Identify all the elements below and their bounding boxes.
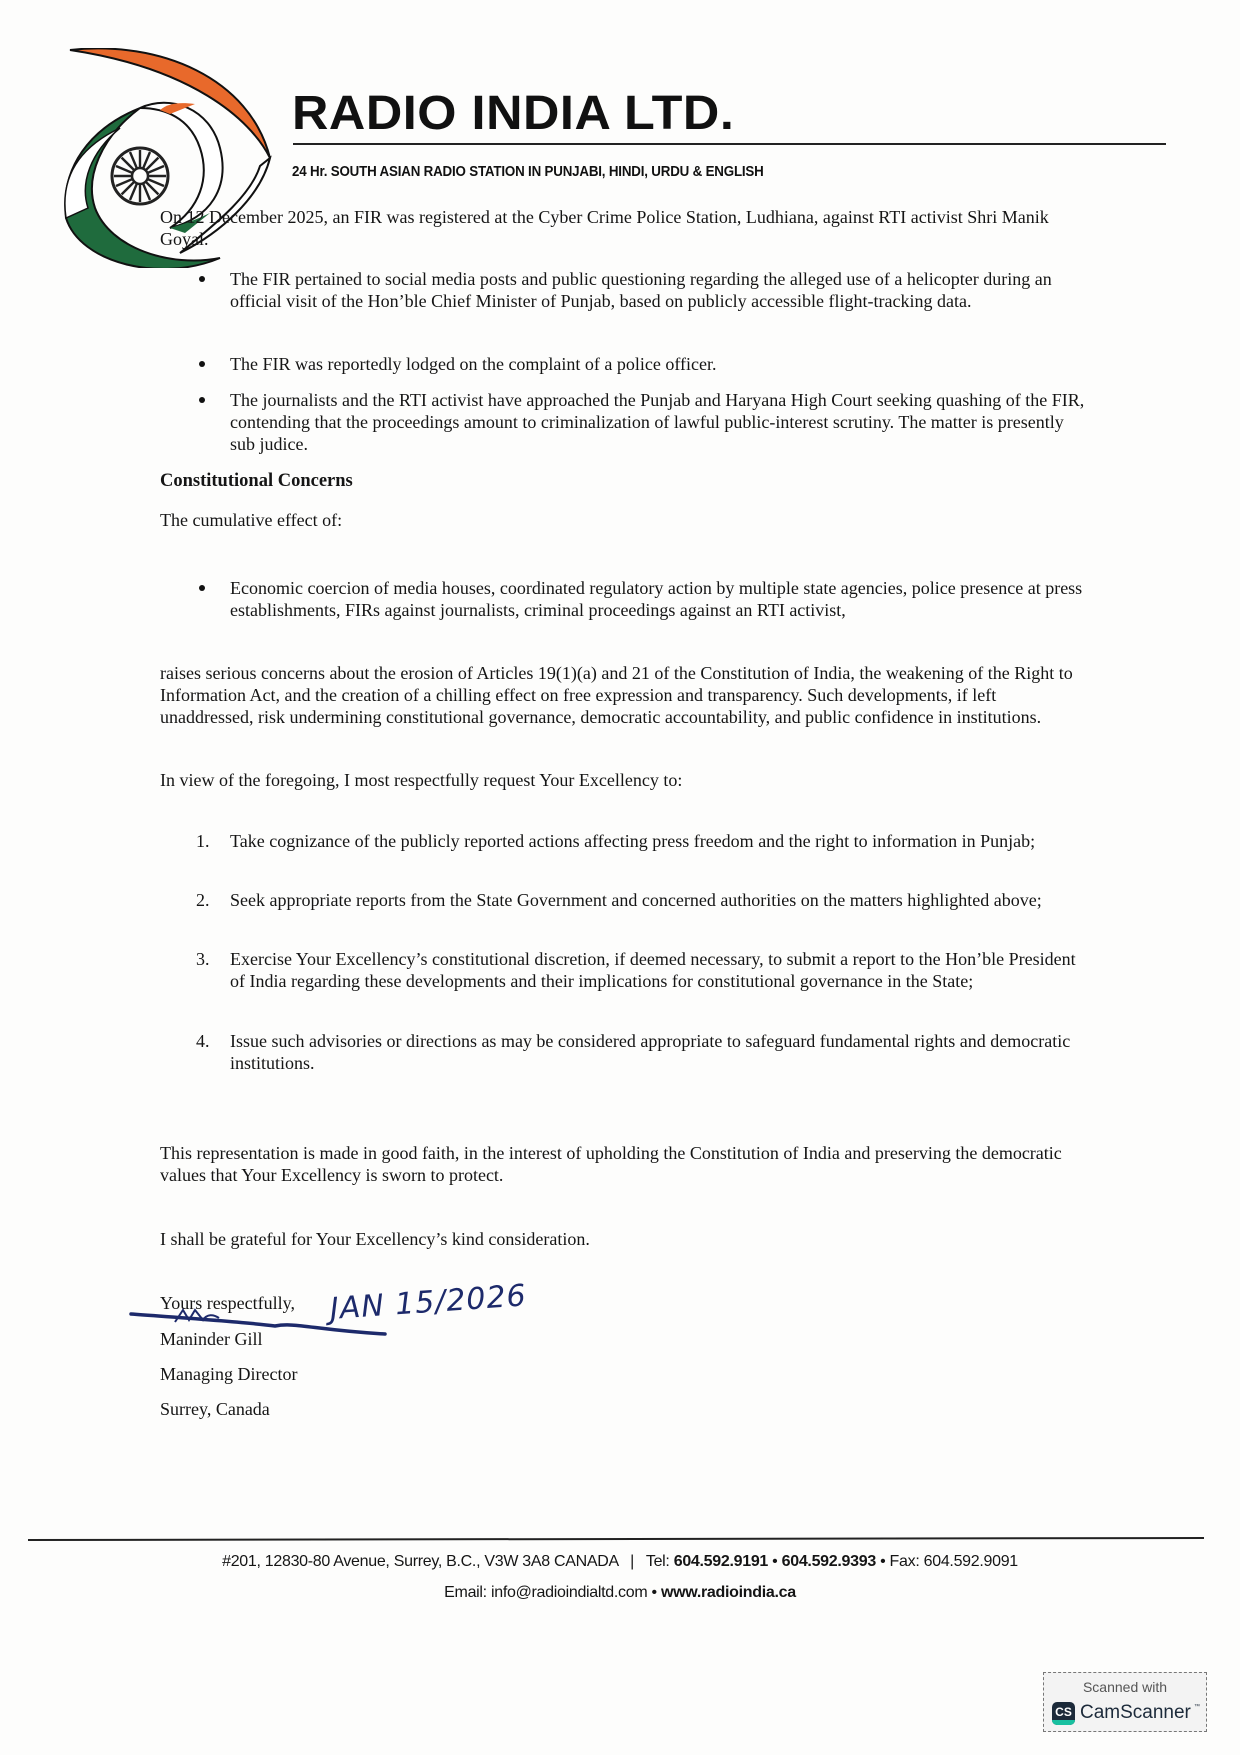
bullet-text: The FIR pertained to social media posts and public questioning regarding the alleged use of a helicopter during an official visit of the Hon’ble Chief Minister of Punjab, based on publicly accessible flight-tracking data. [230,269,1052,311]
fir-bullet [160,353,1090,375]
request-number: 4. [196,1031,210,1051]
bullet-text: Economic coercion of media houses, coordinated regulatory action by multiple state agencies, police presence at press establishments, FIRs against journalists, criminal proceedings against an RTI activist, [230,578,1083,620]
gratitude-line: I shall be grateful for Your Excellency’s kind consideration. [160,1229,590,1249]
tel-number-2: 604.592.9393 [781,1553,876,1570]
camscanner-logo-icon: CS [1052,1702,1075,1725]
fax-label: Fax: [889,1553,920,1570]
fir-bullet [160,268,1090,334]
email-label: Email: [444,1584,487,1601]
intro-paragraph: On 12 December 2025, an FIR was registered at the Cyber Crime Police Station, Ludhiana, against RTI activist Shri Manik Goyal. [160,207,1049,249]
dot-separator: • [880,1553,886,1570]
section-heading: Constitutional Concerns [160,471,353,491]
tel-label: Tel: [645,1553,670,1570]
email-link[interactable]: info@radioindialtd.com [490,1584,648,1601]
cumulative-bullet [160,577,1090,621]
good-faith-paragraph: This representation is made in good faith, in the interest of upholding the Constitution of India and preserving the democratic values that Your Excellency is sworn to protect. [160,1143,1062,1185]
header-divider [293,143,1166,145]
company-name: RADIO INDIA LTD. [292,87,735,140]
bullet-icon [199,276,205,282]
signatory-title: Managing Director [160,1364,298,1384]
website-link[interactable]: www.radioindia.ca [661,1584,796,1601]
signatory-location: Surrey, Canada [160,1399,270,1419]
footer-separator: | [630,1553,635,1570]
request-text: Take cognizance of the publicly reported actions affecting press freedom and the right to information in Punjab; [230,831,1036,851]
request-item [160,948,1090,1014]
request-number: 3. [196,949,210,969]
dot-separator: • [651,1584,657,1601]
footer-divider [28,1537,1204,1541]
request-item [160,889,1090,933]
request-item [160,1030,1090,1074]
request-number: 1. [196,831,210,851]
cumulative-intro: The cumulative effect of: [160,510,343,530]
camscanner-brand: CamScanner [1080,1702,1191,1723]
tel-number-1: 604.592.9191 [673,1553,769,1570]
bullet-icon [199,361,205,367]
signatory-name: Maninder Gill [160,1329,263,1349]
handwritten-date: JAN 15/2026 [328,1278,528,1327]
bullet-icon [199,585,205,591]
request-intro: In view of the foregoing, I most respectfully request Your Excellency to: [160,770,683,790]
bullet-text: The journalists and the RTI activist have approached the Punjab and Haryana High Court seeking quashing of the FIR, contending that the proceedings amount to criminalization of lawful public-interest scrutiny. The matter is presently sub judice. [230,390,1085,454]
request-number: 2. [196,890,210,910]
fir-bullet [160,389,1090,455]
bullet-text: The FIR was reportedly lodged on the complaint of a police officer. [230,354,717,374]
request-text: Issue such advisories or directions as may be considered appropriate to safeguard fundamental rights and democratic institutions. [230,1031,1071,1073]
request-item [160,830,1090,874]
bullet-icon [199,397,205,403]
request-text: Exercise Your Excellency’s constitutional discretion, if deemed necessary, to submit a report to the Hon’ble President of India regarding these developments and their implications for constitutional governance in the State; [230,949,1076,991]
concerns-paragraph: raises serious concerns about the erosion of Articles 19(1)(a) and 21 of the Constitution of India, the weakening of the Right to Information Act, and the creation of a chilling effect on free expression and transparency. Such developments, if left unaddressed, risk undermining constitutional governance, democratic accountability, and public confidence in institutions. [160,663,1073,727]
fax-number: 604.592.9091 [923,1553,1018,1570]
footer-web-line [0,1584,1240,1602]
company-tagline: 24 Hr. SOUTH ASIAN RADIO STATION IN PUNJABI, HINDI, URDU & ENGLISH [292,164,764,180]
request-text: Seek appropriate reports from the State Government and concerned authorities on the matters highlighted above; [230,890,1042,910]
trademark-symbol: ™ [1194,1704,1200,1710]
closing-salutation: Yours respectfully, [160,1293,295,1313]
scanned-with-label: Scanned with [1082,1679,1168,1695]
footer-contact-line [0,1553,1240,1571]
footer-address: #201, 12830-80 Avenue, Surrey, B.C., V3W 3A8 CANADA [222,1553,618,1570]
camscanner-watermark [1043,1672,1207,1732]
dot-separator: • [772,1553,778,1570]
